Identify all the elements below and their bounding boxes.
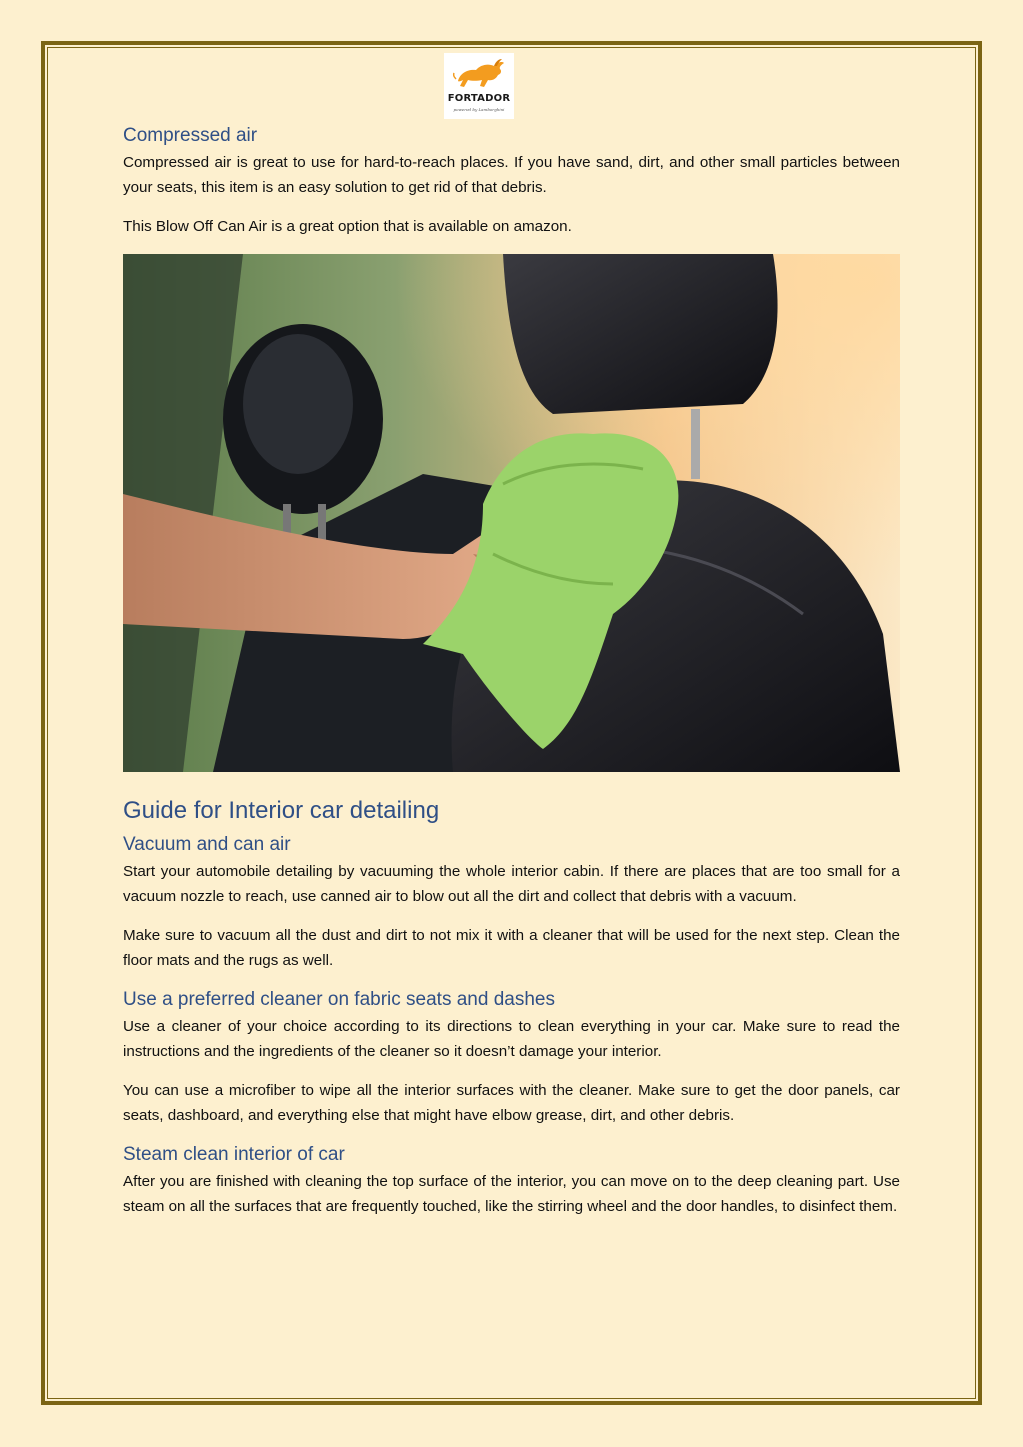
paragraph: After you are finished with cleaning the top surface of the interior, you can move on to the deep cleaning part. Use steam on all the surfaces that are frequently touched, like the stirring wheel and the door handles, to disinfect them. [123,1173,900,1215]
logo-tagline: powered by Lamborghini [453,107,505,112]
bull-icon [444,53,514,93]
heading-cleaner: Use a preferred cleaner on fabric seats and dashes [123,989,555,1010]
paragraph: Make sure to vacuum all the dust and dirt to not mix it with a cleaner that will be used for the next step. Clean the floor mats and the rugs as well. [123,927,900,969]
heading-steam-clean: Steam clean interior of car [123,1144,345,1165]
fortador-logo [444,53,514,119]
guide-title: Guide for Interior car detailing [123,797,440,824]
heading-compressed-air: Compressed air [123,125,258,146]
heading-vacuum: Vacuum and can air [123,834,291,855]
paragraph: This Blow Off Can Air is a great option that is available on amazon. [123,218,572,235]
paragraph: Use a cleaner of your choice according to its directions to clean everything in your car. Make sure to read the instructions and the ingredients of the cleaner so it doesn’t damage your interior. [123,1018,900,1060]
car-seat-cleaning-photo [123,254,900,772]
logo-wordmark: FORTADOR [447,93,511,104]
hand-cleaning-seat-icon [123,254,900,772]
paragraph: Start your automobile detailing by vacuuming the whole interior cabin. If there are places that are too small for a vacuum nozzle to reach, use canned air to blow out all the dirt and collect that debris with a vacuum. [123,863,900,905]
paragraph: Compressed air is great to use for hard-to-reach places. If you have sand, dirt, and other small particles between your seats, this item is an easy solution to get rid of that debris. [123,154,900,196]
document-body [123,124,900,1219]
paragraph: You can use a microfiber to wipe all the interior surfaces with the cleaner. Make sure to get the door panels, car seats, dashboard, and everything else that might have elbow grease, dirt, and other debris. [123,1082,900,1124]
